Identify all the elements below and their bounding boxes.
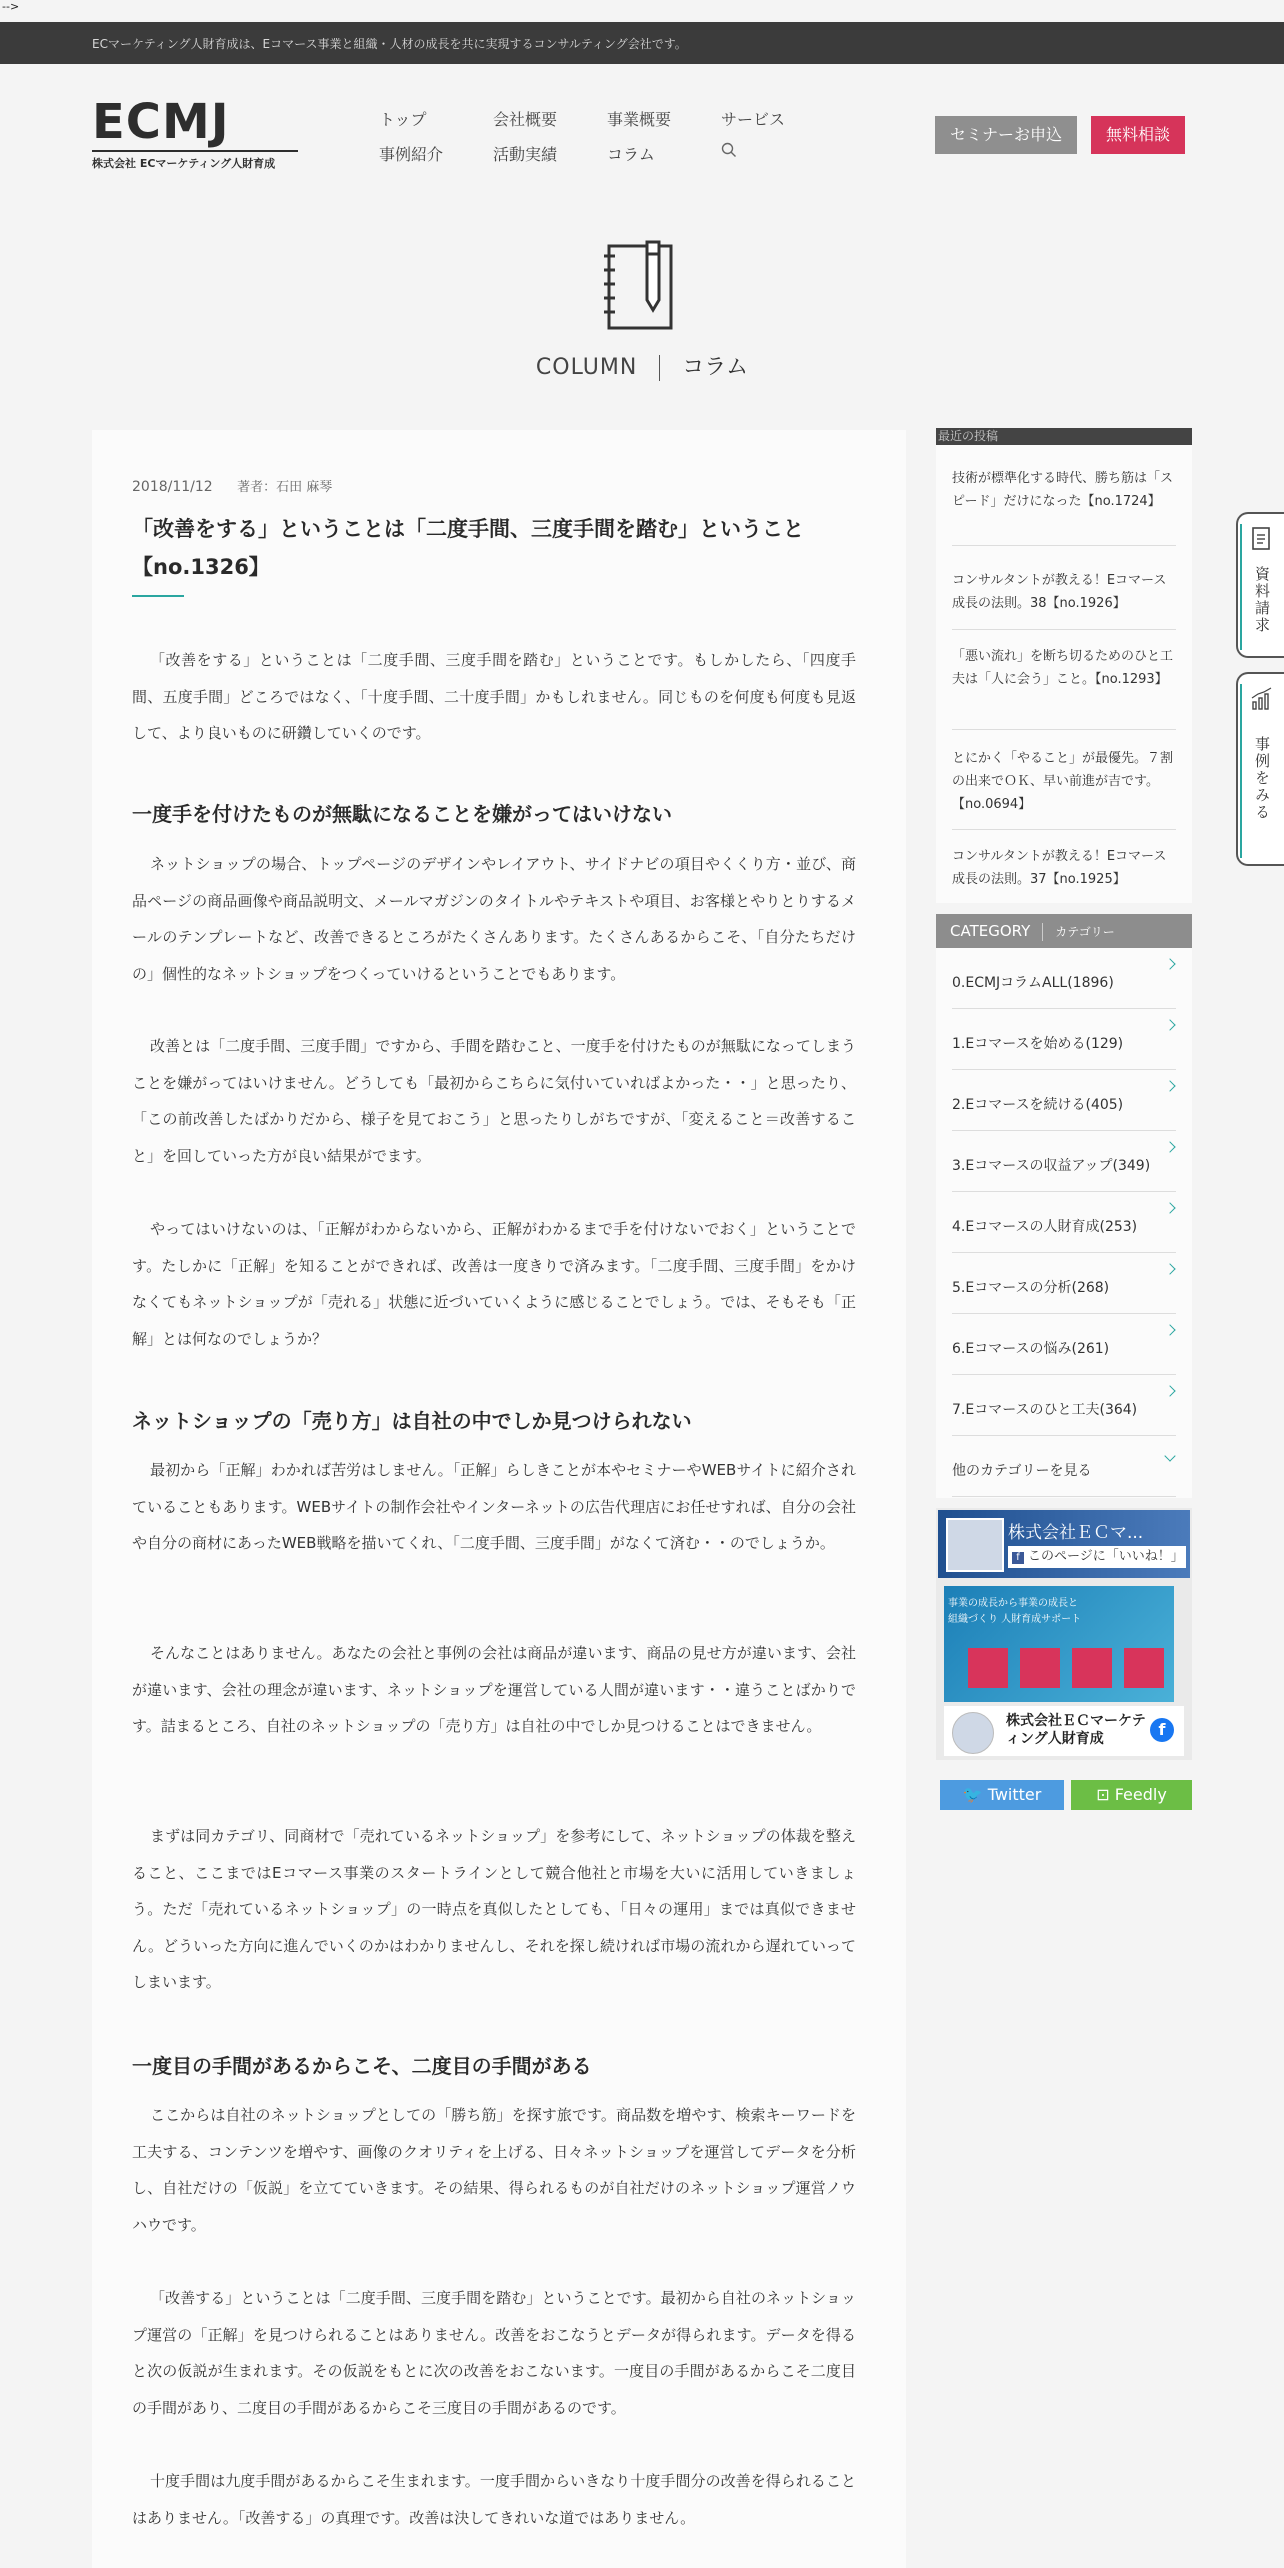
seminar-apply-button[interactable]: セミナーお申込	[935, 116, 1077, 154]
logo-mark: ECMJ	[92, 94, 230, 150]
nav-item-column[interactable]: コラム	[607, 145, 655, 164]
cover-card	[968, 1648, 1008, 1688]
facebook-page-footer	[944, 1706, 1184, 1756]
top-announcement-bar	[0, 22, 1284, 64]
article-heading: ネットショップの「売り方」は自社の中でしか見つけられない	[132, 1409, 692, 1433]
facebook-like-button[interactable]	[1008, 1546, 1186, 1568]
category-item[interactable]	[952, 1009, 1176, 1070]
article-card	[92, 430, 906, 2568]
facebook-page-widget[interactable]	[936, 1508, 1192, 1760]
article-paragraph: 改善とは「二度手間、三度手間」ですから、手間を踏むこと、一度手を付けたものが無駄になってしまうことを嫌がってはいけません。どうしても「最初からこちらに気付いていればよかった・・」と思ったり、「この前改善したばかりだから、様子を見ておこう」と思ったりしがちですが、「変えること＝改善すること」を回していった方が良い結果がでます。	[132, 1037, 856, 1165]
category-item[interactable]	[952, 1314, 1176, 1375]
article-author: 著者：石田 麻琴	[237, 480, 333, 495]
category-item[interactable]	[952, 1253, 1176, 1314]
divider	[952, 829, 1176, 830]
more-categories-toggle[interactable]	[952, 1436, 1176, 1497]
nav-item-business[interactable]: 事業概要	[607, 110, 672, 129]
facebook-cover-image	[944, 1586, 1174, 1702]
article-date: 2018/11/12	[132, 479, 213, 495]
article-heading: 一度目の手間があるからこそ、二度目の手間がある	[132, 2054, 592, 2078]
category-item[interactable]	[952, 1131, 1176, 1192]
category-item[interactable]	[952, 948, 1176, 1009]
twitter-label: Twitter	[987, 1785, 1042, 1804]
category-heading-jp: カテゴリー	[1055, 925, 1115, 939]
facebook-icon: f	[1012, 1552, 1024, 1564]
recent-post-link[interactable]: とにかく「やること」が最優先。７割の出来でＯＫ、早い前進が吉です。【no.0694】	[952, 751, 1174, 812]
recent-post-link[interactable]: コンサルタントが教える！Eコマース成長の法則。37【no.1925】	[952, 849, 1167, 887]
article-paragraph: 「改善する」ということは「二度手間、三度手間を踏む」ということです。最初から自社のネットショップ運営の「正解」を見つけられることはありません。改善をおこなうとデータが得られます。データを得ると次の仮説が生まれます。その仮説をもとに次の改善をおこないます。一度目の手間があるからこそ二度目の手間があり、二度目の手間があるからこそ三度目の手間があるのです。	[132, 2289, 856, 2417]
article-paragraph: そんなことはありません。あなたの会社と事例の会社は商品が違います、商品の見せ方が違います、会社が違います、会社の理念が違います、ネットショップを運営している人間が違います・・違うことばかりです。詰まるところ、自社のネットショップの「売り方」は自社の中でしか見つけることはできません。	[132, 1644, 856, 1735]
category-item[interactable]	[952, 1375, 1176, 1436]
chevron-right-icon	[1164, 1202, 1175, 1213]
cover-card	[1124, 1648, 1164, 1688]
article-paragraph: ここからは自社のネットショップとしての「勝ち筋」を探す旅です。商品数を増やす、検索キーワードを工夫する、コンテンツを増やす、画像のクオリティを上げる、日々ネットショップを運営してデータを分析し、自社だけの「仮説」を立てていきます。その結果、得られるものが自社だけのネットショップ運営ノウハウです。	[132, 2106, 856, 2234]
article-paragraph: ネットショップの場合、トップページのデザインやレイアウト、サイドナビの項目やくくり方・並び、商品ページの商品画像や商品説明文、メールマガジンのタイトルやテキストや項目、お客様とやりとりするメールのテンプレートなど、改善できるところがたくさんあります。たくさんあるからこそ、「自分たちだけの」個性的なネットショップをつくっていけるということでもあります。	[132, 855, 856, 983]
nav-item-activity[interactable]: 活動実績	[493, 145, 558, 164]
chevron-right-icon	[1164, 1080, 1175, 1091]
side-tab-request-docs[interactable]	[1236, 512, 1284, 658]
bar-chart-icon	[1250, 686, 1274, 712]
recent-post-link[interactable]: 技術が標準化する時代、勝ち筋は「スピード」だけになった【no.1724】	[952, 471, 1174, 509]
article-heading: 一度手を付けたものが無駄になることを嫌がってはいけない	[132, 802, 672, 826]
article-meta	[132, 476, 332, 495]
feedly-icon: ⊡	[1096, 1785, 1115, 1804]
article-paragraph: 「改善をする」ということは「二度手間、三度手間を踏む」ということです。もしかしたら、「四度手間、五度手間」どころではなく、「十度手間、二十度手間」かもしれません。同じものを何度も何度も見返して、より良いものに研鑽していくのです。	[132, 651, 856, 742]
free-consult-button[interactable]: 無料相談	[1091, 116, 1185, 154]
hero-title-jp: コラム	[682, 355, 749, 380]
chevron-right-icon	[1164, 1385, 1175, 1396]
page-hero-title	[0, 350, 1284, 381]
category-label: 6.Eコマースの悩み(261)	[952, 1341, 1110, 1357]
chevron-right-icon	[1164, 1141, 1175, 1152]
recent-posts-heading: 最近の投稿	[936, 428, 1192, 445]
category-list	[936, 948, 1192, 1498]
side-tab-label: 事例をみる	[1253, 736, 1271, 821]
chevron-right-icon	[1164, 1263, 1175, 1274]
article-title: 「改善をする」ということは「二度手間、三度手間を踏む」ということ【no.1326】	[132, 517, 804, 579]
hero-title-en: COLUMN	[535, 355, 638, 380]
category-label: 5.Eコマースの分析(268)	[952, 1280, 1110, 1296]
title-underline	[132, 595, 184, 597]
divider	[952, 729, 1176, 730]
nav-item-company[interactable]: 会社概要	[493, 110, 558, 129]
facebook-page-thumbnail	[946, 1518, 1004, 1572]
notebook-pen-icon	[603, 240, 681, 332]
company-logo[interactable]	[92, 94, 302, 171]
facebook-widget-header	[938, 1510, 1190, 1578]
article-paragraph: 最初から「正解」わかれば苦労はしません。「正解」らしきことが本やセミナーやWEBサイトに紹介されていることもあります。WEBサイトの制作会社やインターネットの広告代理店にお任せすれば、自分の会社や自分の商材にあったWEB戦略を描いてくれ、「二度手間、三度手間」がなくて済む・・のでしょうか。	[132, 1461, 856, 1552]
divider	[952, 545, 1176, 546]
category-label: 1.Eコマースを始める(129)	[952, 1036, 1124, 1052]
facebook-like-label: このページに「いいね！」	[1028, 1549, 1184, 1564]
category-heading-divider	[1042, 923, 1043, 941]
announcement-text: ECマーケティング人財育成は、Eコマース事業と組織・人材の成長を共に実現するコンサルティング会社です。	[92, 37, 687, 51]
cover-card	[1072, 1648, 1112, 1688]
category-label: 4.Eコマースの人財育成(253)	[952, 1219, 1138, 1235]
category-item[interactable]	[952, 1192, 1176, 1253]
category-label: 2.Eコマースを続ける(405)	[952, 1097, 1124, 1113]
chevron-right-icon	[1164, 1324, 1175, 1335]
cover-text-line: 組織づくり 人財育成サポート	[948, 1614, 1082, 1625]
tab-accent-line	[1240, 524, 1242, 650]
facebook-logo-icon: f	[1150, 1718, 1174, 1742]
cover-card	[1020, 1648, 1060, 1688]
document-icon	[1250, 526, 1274, 552]
side-tab-case-studies[interactable]	[1236, 672, 1284, 866]
recent-posts-list	[936, 445, 1192, 903]
recent-post-link[interactable]: コンサルタントが教える！Eコマース成長の法則。38【no.1926】	[952, 573, 1167, 611]
article-paragraph: まずは同カテゴリ、同商材で「売れているネットショップ」を参考にして、ネットショップの体裁を整えること、ここまではEコマース事業のスタートラインとして競合他社と市場を大いに活用していきましょう。ただ「売れているネットショップ」の一時点を真似したとしても、「日々の運用」までは真似できません。どういった方向に進んでいくのかはわかりませんし、それを探し続ければ市場の流れから遅れていってしまいます。	[132, 1827, 856, 1991]
facebook-page-fullname[interactable]: 株式会社ＥＣマーケティング人財育成	[1006, 1713, 1146, 1747]
tab-accent-line	[1240, 684, 1242, 858]
category-label: 7.Eコマースのひと工夫(364)	[952, 1402, 1138, 1418]
avatar	[952, 1712, 994, 1754]
side-tab-label: 資料請求	[1253, 566, 1271, 634]
feedly-follow-button[interactable]	[1071, 1780, 1192, 1810]
logo-rule	[92, 150, 298, 152]
chevron-down-icon	[1164, 1450, 1175, 1461]
category-item[interactable]	[952, 1070, 1176, 1131]
category-heading-en: CATEGORY	[950, 922, 1031, 940]
cover-text-line: 事業の成長から事業の成長と	[948, 1598, 1078, 1609]
category-label: 3.Eコマースの収益アップ(349)	[952, 1158, 1151, 1174]
nav-item-service[interactable]: サービス	[721, 110, 786, 129]
recent-post-link[interactable]: 「悪い流れ」を断ち切るためのひと工夫は「人に会う」こと。【no.1293】	[952, 649, 1174, 687]
chevron-right-icon	[1164, 1019, 1175, 1030]
logo-subtitle: 株式会社 ECマーケティング人財育成	[92, 157, 276, 170]
nav-item-top[interactable]: トップ	[379, 110, 427, 129]
facebook-cover-text	[948, 1596, 1081, 1628]
divider	[952, 629, 1176, 630]
search-icon[interactable]	[721, 142, 737, 158]
hero-title-divider	[659, 355, 660, 381]
category-heading	[936, 914, 1192, 948]
category-label: 0.ECMJコラムALL(1896)	[952, 975, 1114, 991]
feedly-label: Feedly	[1114, 1785, 1167, 1804]
category-label: 他のカテゴリーを見る	[952, 1463, 1092, 1479]
stray-comment-text: -->	[2, 0, 20, 13]
article-paragraph: 十度手間は九度手間があるからこそ生まれます。一度手間からいきなり十度手間分の改善を得られることはありません。「改善する」の真理です。改善は決してきれいな道ではありません。	[132, 2472, 856, 2527]
nav-item-cases[interactable]: 事例紹介	[379, 145, 444, 164]
chevron-right-icon	[1164, 958, 1175, 969]
twitter-share-button[interactable]	[940, 1780, 1064, 1810]
twitter-bird-icon: 🐦	[962, 1785, 988, 1804]
article-paragraph: やってはいけないのは、「正解がわからないから、正解がわかるまで手を付けないでおく」ということです。たしかに「正解」を知ることができれば、改善は一度きりで済みます。「二度手間、三度手間」をかけなくてもネットショップが「売れる」状態に近づいていくように感じることでしょう。では、そもそも「正解」とは何なのでしょうか？	[132, 1220, 856, 1348]
facebook-page-name[interactable]: 株式会社ＥＣマ...	[1008, 1523, 1144, 1543]
